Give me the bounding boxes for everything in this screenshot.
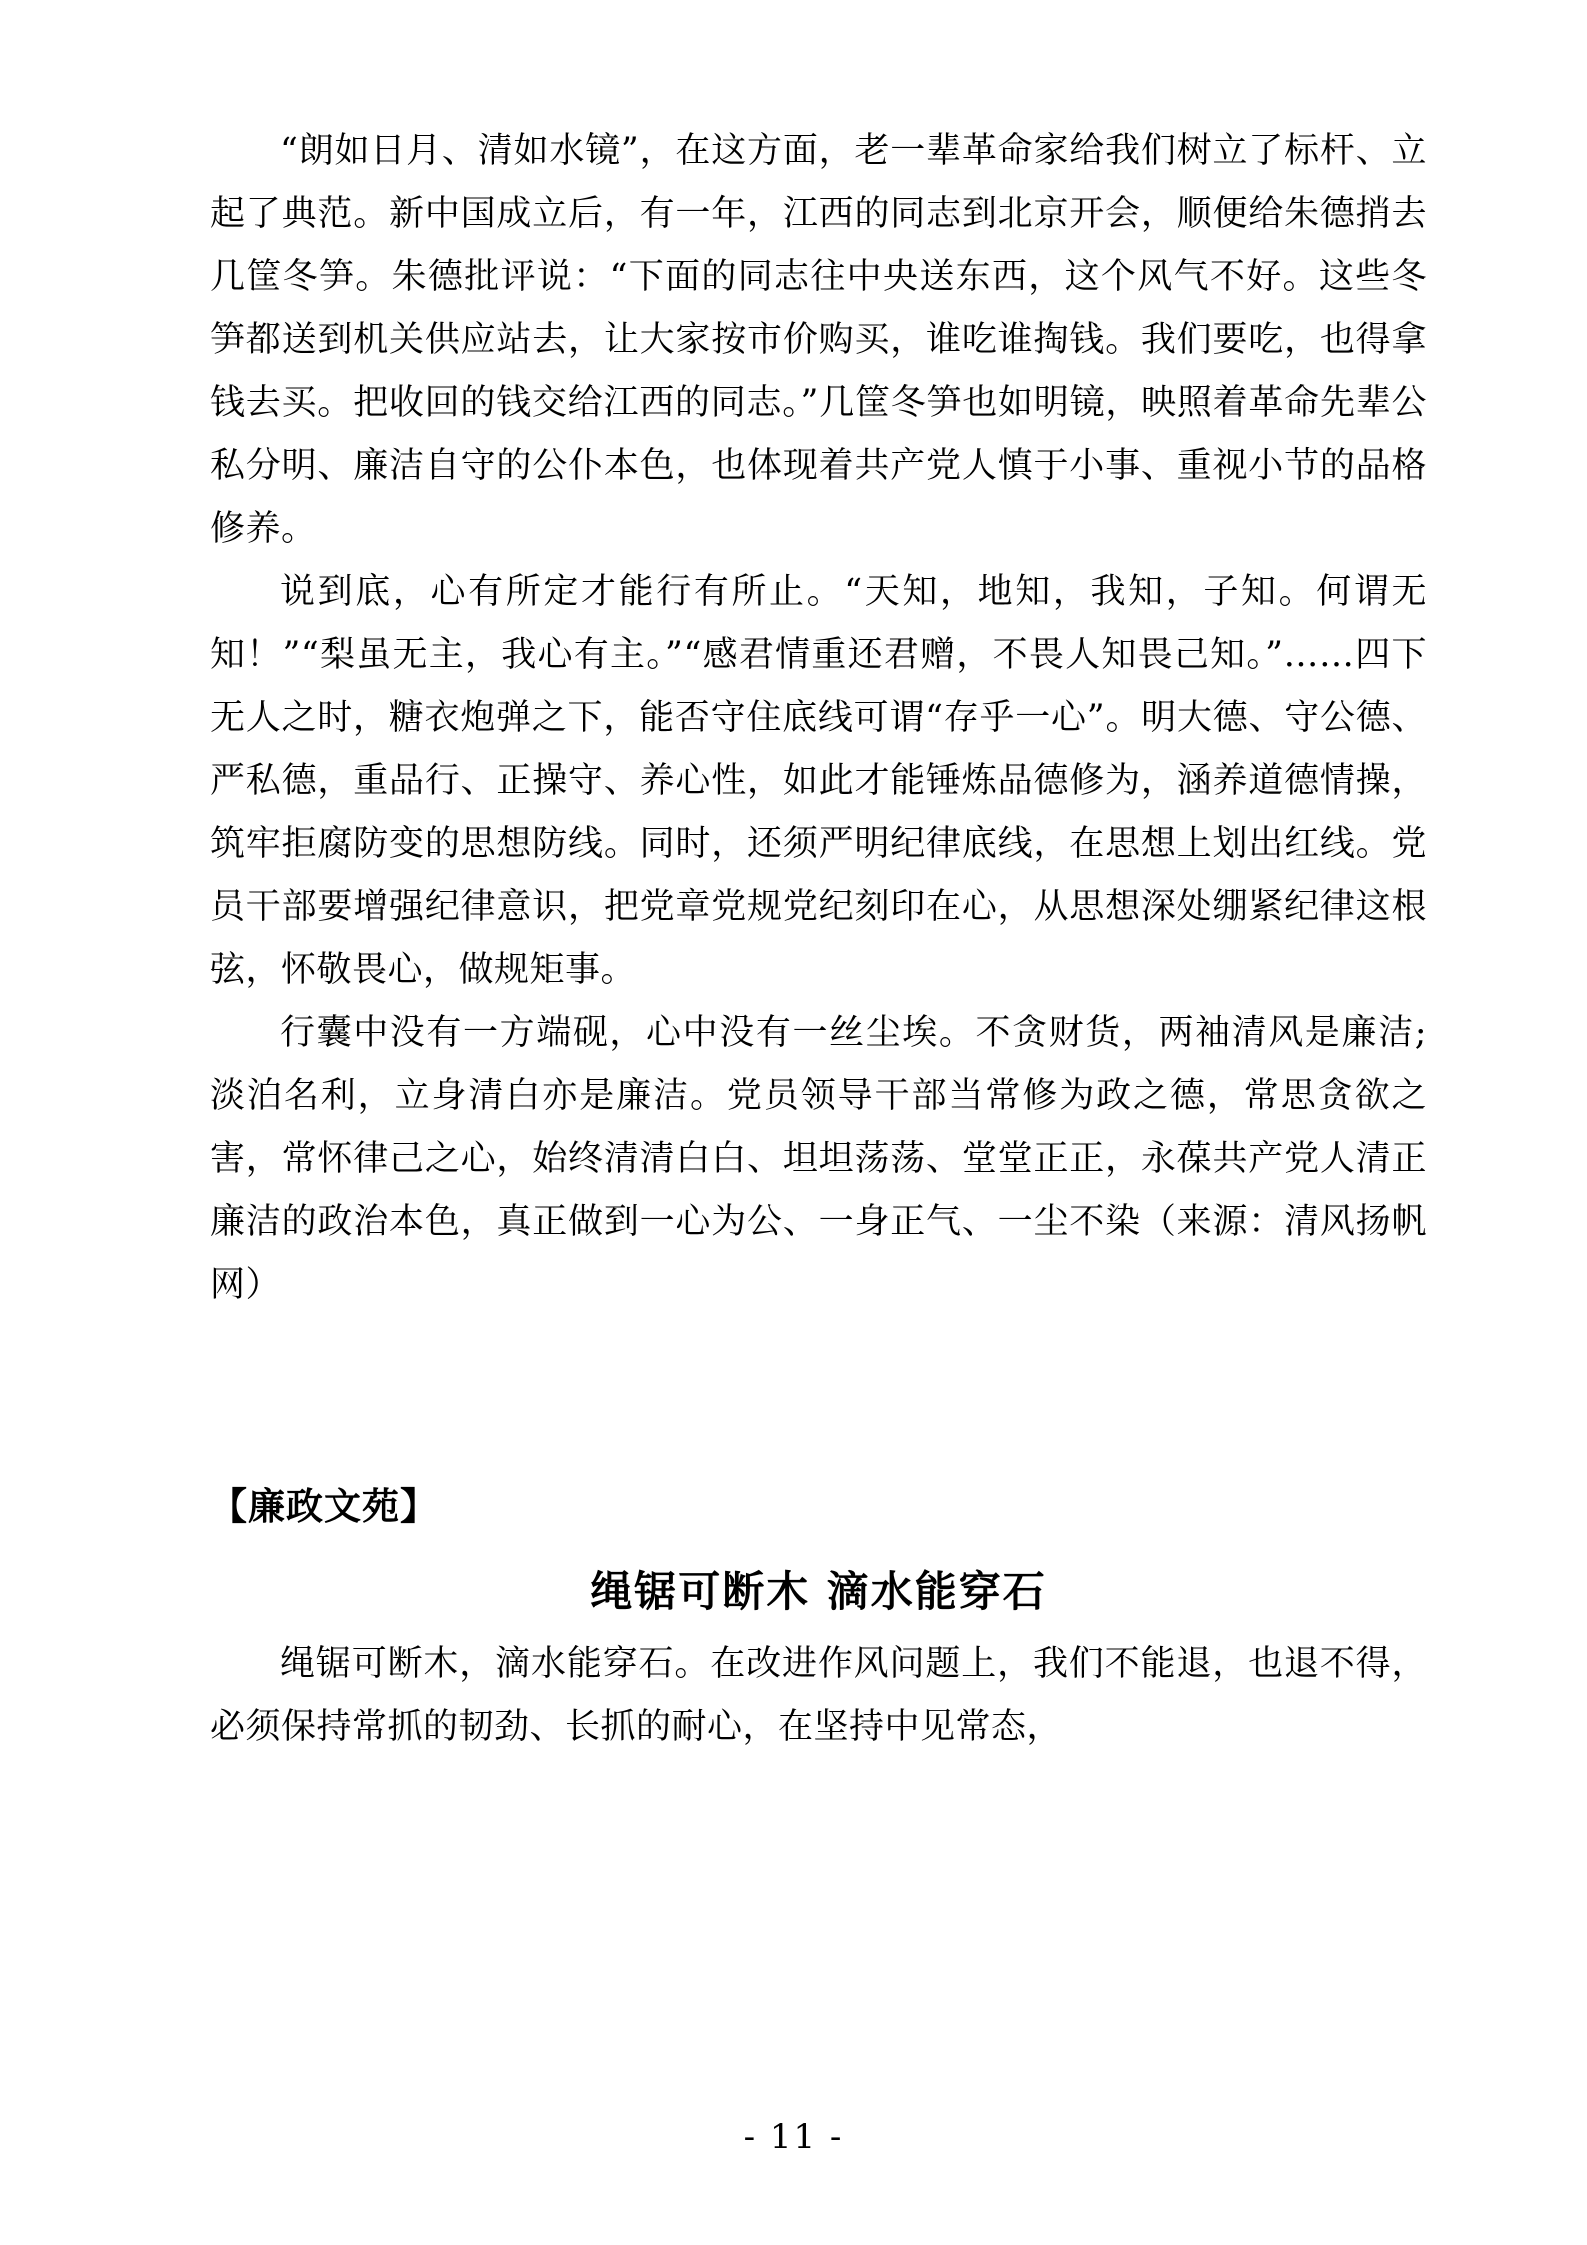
page-number: - 11 - — [743, 2117, 844, 2157]
paragraph: 绳锯可断木，滴水能穿石。在改进作风问题上，我们不能退，也退不得，必须保持常抓的韧劲、长抓的耐心，在坚持中见常态， — [210, 1644, 1427, 1747]
paragraph: 行囊中没有一方端砚，心中没有一丝尘埃。不贪财货，两袖清风是廉洁;淡泊名利，立身清白亦是廉洁。党员领导干部当常修为政之德，常思贪欲之害，常怀律己之心，始终清清白白、坦坦荡荡、堂堂正正，永葆共产党人清正廉洁的政治本色，真正做到一心为公、一身正气、一尘不染（来源：清风扬帆网） — [210, 1013, 1427, 1305]
article-title: 绳锯可断木 滴水能穿石 — [590, 1567, 1047, 1616]
paragraph: 说到底，心有所定才能行有所止。“天知，地知，我知，子知。何谓无知！”“梨虽无主，我心有主。”“感君情重还君赠，不畏人知畏己知。”……四下无人之时，糖衣炮弹之下，能否守住底线可谓“存乎一心”。明大德、守公德、严私德，重品行、正操守、养心性，如此才能锤炼品德修为，涵养道德情操，筑牢拒腐防变的思想防线。同时，还须严明纪律底线，在思想上划出红线。党员干部要增强纪律意识，把党章党规党纪刻印在心，从思想深处绷紧纪律这根弦，怀敬畏心，做规矩事。 — [210, 572, 1427, 990]
section-spacer — [210, 1317, 1427, 1467]
article-body — [210, 1633, 1427, 1759]
paragraph: “朗如日月、清如水镜”，在这方面，老一辈革命家给我们树立了标杆、立起了典范。新中国成立后，有一年，江西的同志到北京开会，顺便给朱德捎去几筐冬笋。朱德批评说：“下面的同志往中央送东西，这个风气不好。这些冬笋都送到机关供应站去，让大家按市价购买，谁吃谁掏钱。我们要吃，也得拿钱去买。把收回的钱交给江西的同志。”几筐冬笋也如明镜，映照着革命先辈公私分明、廉洁自守的公仆本色，也体现着共产党人慎于小事、重视小节的品格修养。 — [210, 131, 1427, 549]
article-body-continued — [210, 120, 1427, 1317]
section-tag: 【廉政文苑】 — [210, 1484, 438, 1528]
